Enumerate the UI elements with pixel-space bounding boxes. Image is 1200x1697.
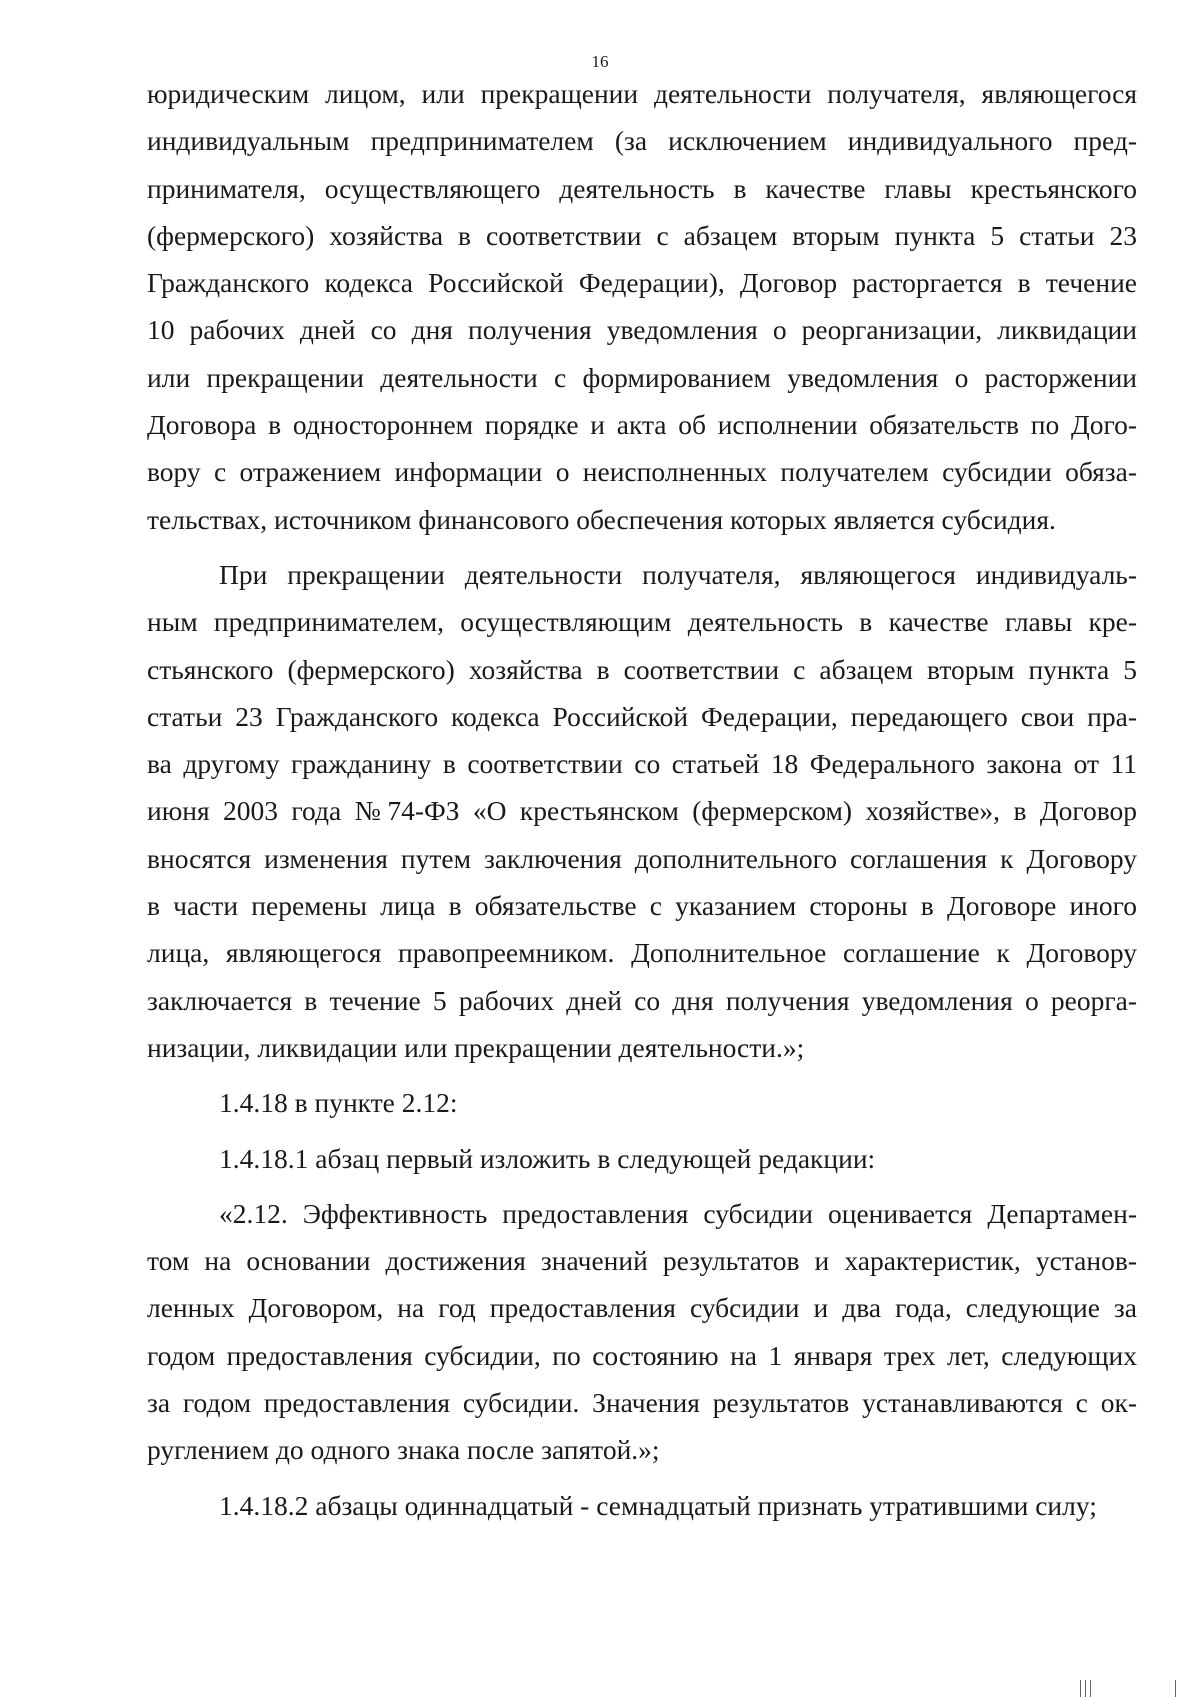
paragraph-2 bbox=[147, 551, 1137, 1071]
text-line: При прекращении деятельности получателя, являющегося индивидуаль- bbox=[219, 558, 1137, 590]
paragraph-4 bbox=[147, 1135, 1137, 1182]
text-line: Договора в одностороннем порядке и акта об исполнении обязательств по Дого- bbox=[147, 409, 1137, 441]
text-line: заключается в течение 5 рабочих дней со дня получения уведомления о реорга- bbox=[147, 984, 1137, 1016]
text-line: 10 рабочих дней со дня получения уведомления о реорганизации, ликвидации bbox=[147, 314, 1137, 346]
text-line: принимателя, осуществляющего деятельность в качестве главы крестьянского bbox=[147, 172, 1137, 204]
text-line: в части перемены лица в обязательстве с указанием стороны в Договоре иного bbox=[147, 890, 1137, 922]
paragraph-1 bbox=[147, 70, 1137, 543]
text-line: том на основании достижения значений результатов и характеристик, установ- bbox=[147, 1245, 1137, 1277]
text-line: руглением до одного знака после запятой.»; bbox=[147, 1434, 660, 1466]
text-line: ва другому гражданину в соответствии со статьей 18 Федерального закона от 11 bbox=[147, 748, 1137, 780]
paragraph-5 bbox=[147, 1190, 1137, 1474]
text-line: низации, ликвидации или прекращении деятельности.»; bbox=[147, 1031, 805, 1063]
scan-marks bbox=[1080, 1680, 1190, 1697]
page-number: 16 bbox=[591, 52, 609, 71]
text-line: ным предпринимателем, осуществляющим деятельность в качестве главы кре- bbox=[147, 606, 1137, 638]
text-line: вору с отражением информации о неисполненных получателем субсидии обяза- bbox=[147, 456, 1137, 488]
document-body bbox=[147, 70, 1137, 1529]
text-line: июня 2003 года №74-ФЗ «О крестьянском (фермерском) хозяйстве», в Договор bbox=[147, 795, 1137, 827]
text-line: «2.12. Эффективность предоставления субсидии оценивается Департамен- bbox=[219, 1197, 1137, 1229]
text-line: или прекращении деятельности с формированием уведомления о расторжении bbox=[147, 361, 1137, 393]
text-line: лица, являющегося правопреемником. Дополнительное соглашение к Договору bbox=[147, 937, 1137, 969]
text-line: статьи 23 Гражданского кодекса Российской Федерации, передающего свои пра- bbox=[147, 700, 1137, 732]
text-line: ленных Договором, на год предоставления субсидии и два года, следующие за bbox=[147, 1292, 1137, 1324]
text-line: (фермерского) хозяйства в соответствии с абзацем вторым пункта 5 статьи 23 bbox=[147, 219, 1137, 251]
text-line: индивидуальным предпринимателем (за исключением индивидуального пред- bbox=[147, 125, 1137, 157]
text-line: вносятся изменения путем заключения дополнительного соглашения к Договору bbox=[147, 842, 1137, 874]
paragraph-6 bbox=[147, 1482, 1137, 1529]
paragraph-3 bbox=[147, 1079, 1137, 1126]
text-line: тельствах, источником финансового обеспечения которых является субсидия. bbox=[147, 503, 1056, 535]
text-line: 1.4.18 в пункте 2.12: bbox=[219, 1087, 458, 1119]
text-line: 1.4.18.2 абзацы одиннадцатый - семнадцатый признать утратившими силу; bbox=[219, 1489, 1097, 1521]
text-line: юридическим лицом, или прекращении деятельности получателя, являющегося bbox=[147, 78, 1137, 109]
text-line: за годом предоставления субсидии. Значения результатов устанавливаются с ок- bbox=[147, 1387, 1137, 1419]
text-line: годом предоставления субсидии, по состоянию на 1 января трех лет, следующих bbox=[147, 1339, 1137, 1371]
text-line: Гражданского кодекса Российской Федерации), Договор расторгается в течение bbox=[147, 267, 1137, 299]
text-line: стьянского (фермерского) хозяйства в соответствии с абзацем вторым пункта 5 bbox=[147, 653, 1137, 685]
text-line: 1.4.18.1 абзац первый изложить в следующей редакции: bbox=[219, 1142, 876, 1174]
